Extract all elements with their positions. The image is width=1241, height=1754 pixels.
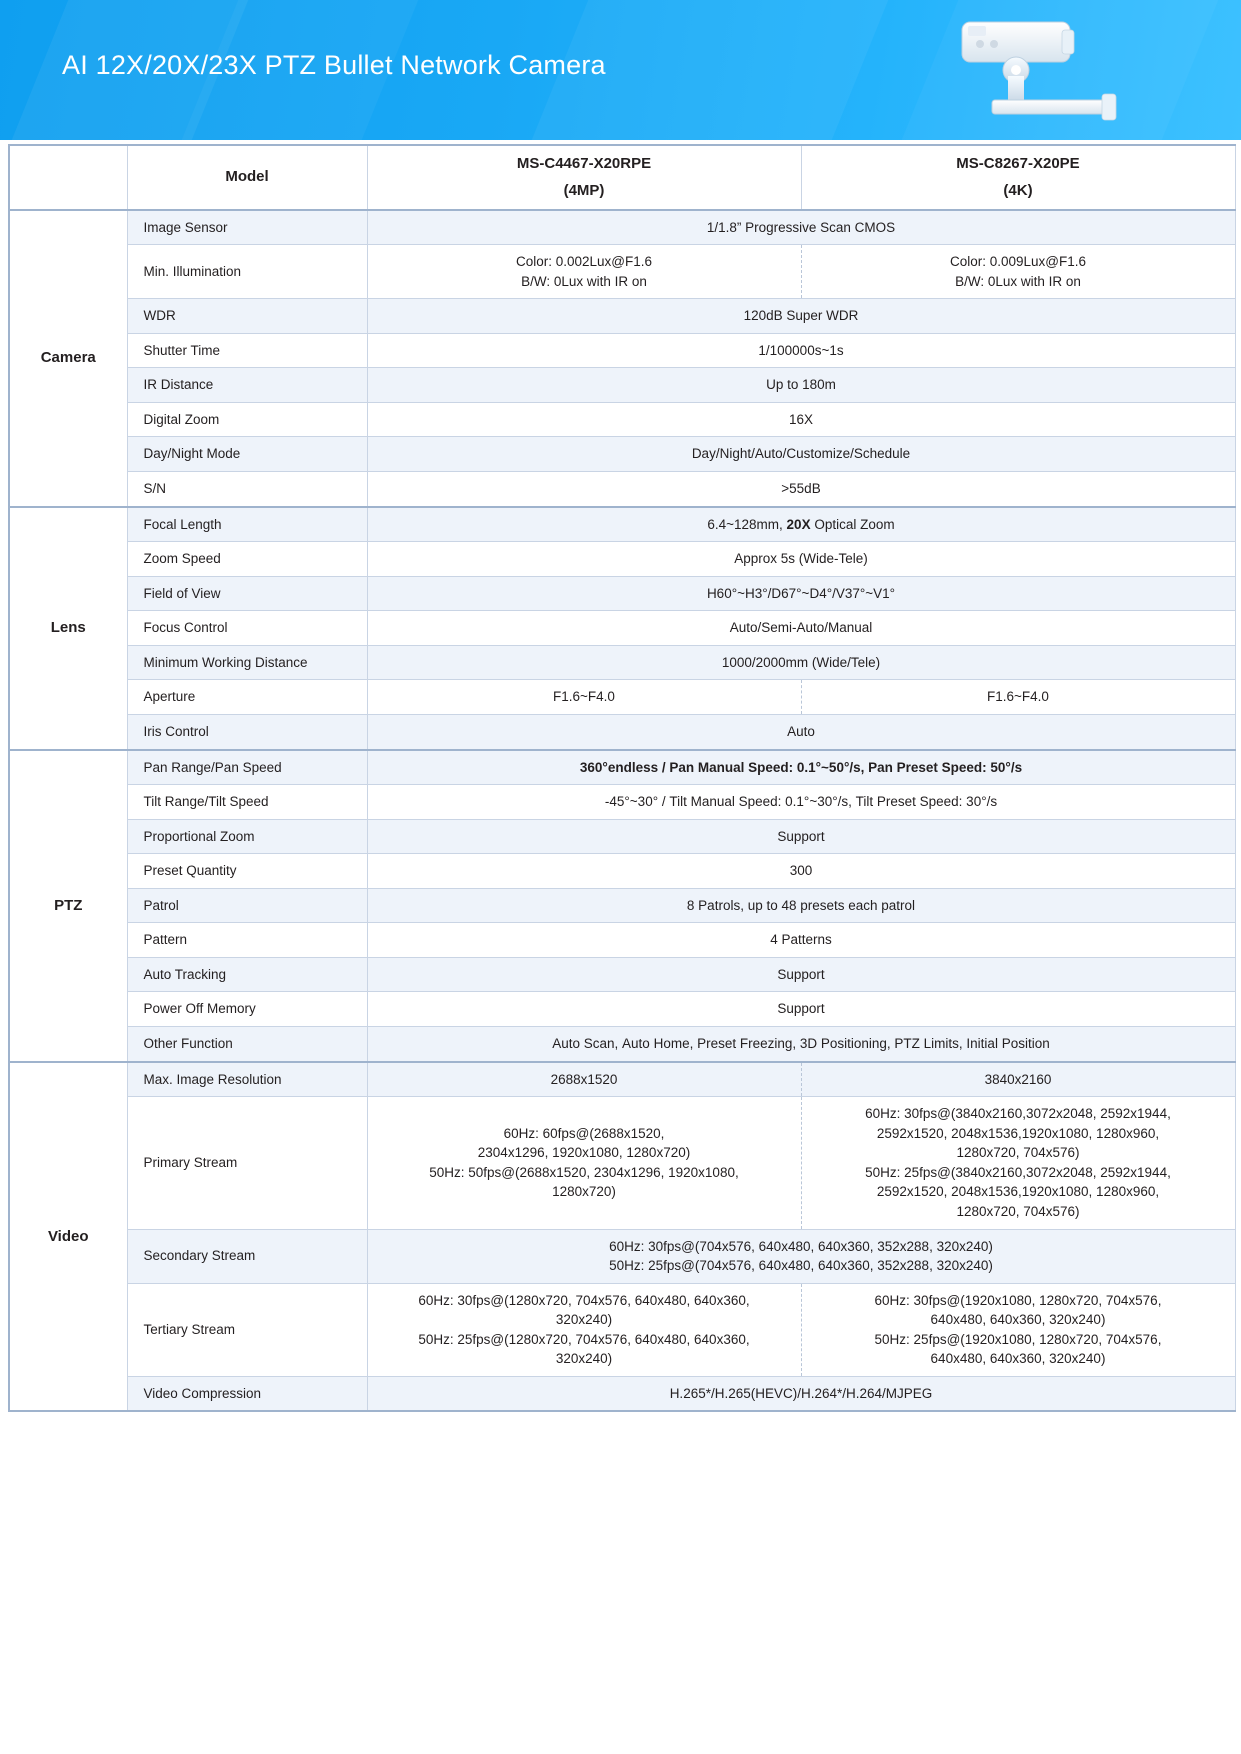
row-value-col1: F1.6~F4.0: [367, 680, 801, 715]
header-model-col2: MS-C8267-X20PE (4K): [801, 145, 1235, 210]
row-value-merged: Approx 5s (Wide-Tele): [367, 542, 1235, 577]
row-parameter-label: Digital Zoom: [127, 402, 367, 437]
row-value-merged: H.265*/H.265(HEVC)/H.264*/H.264/MJPEG: [367, 1376, 1235, 1411]
table-row: [9, 472, 1235, 507]
row-parameter-label: Secondary Stream: [127, 1229, 367, 1283]
row-parameter-label: IR Distance: [127, 368, 367, 403]
table-row: [9, 299, 1235, 334]
table-row: [9, 1376, 1235, 1411]
row-value-merged: 300: [367, 854, 1235, 889]
table-row: [9, 1062, 1235, 1097]
row-parameter-label: Image Sensor: [127, 210, 367, 245]
section-category-lens: Lens: [9, 507, 127, 750]
table-row: [9, 680, 1235, 715]
table-row: [9, 923, 1235, 958]
row-value-merged: 1/1.8” Progressive Scan CMOS: [367, 210, 1235, 245]
row-value-col2: 60Hz: 30fps@(3840x2160,3072x2048, 2592x1944, 2592x1520, 2048x1536,1920x1080, 1280x960, 1280x720, 704x576) 50Hz: 25fps@(3840x2160,3072x2048, 2592x1944, 2592x1520, 2048x1536,1920x1080, 1280x960, 1280x720, 704x576): [801, 1097, 1235, 1229]
table-row: [9, 819, 1235, 854]
table-row: [9, 785, 1235, 820]
table-row: [9, 333, 1235, 368]
row-value-merged: 120dB Super WDR: [367, 299, 1235, 334]
table-row: [9, 645, 1235, 680]
row-parameter-label: Max. Image Resolution: [127, 1062, 367, 1097]
row-parameter-label: Shutter Time: [127, 333, 367, 368]
page-title: AI 12X/20X/23X PTZ Bullet Network Camera: [62, 50, 606, 80]
row-parameter-label: Minimum Working Distance: [127, 645, 367, 680]
table-row: [9, 368, 1235, 403]
section-category-video: Video: [9, 1062, 127, 1412]
row-parameter-label: WDR: [127, 299, 367, 334]
table-row: [9, 507, 1235, 542]
row-parameter-label: S/N: [127, 472, 367, 507]
specification-table-body: [9, 145, 1235, 1411]
ptz-bullet-camera-icon: [946, 14, 1131, 132]
table-row: [9, 854, 1235, 889]
specification-table-wrapper: [0, 144, 1241, 1412]
table-header-row: [9, 145, 1235, 210]
row-value-merged: 60Hz: 30fps@(704x576, 640x480, 640x360, 352x288, 320x240) 50Hz: 25fps@(704x576, 640x480, 640x360, 352x288, 320x240): [367, 1229, 1235, 1283]
row-parameter-label: Iris Control: [127, 714, 367, 749]
row-value-merged: Auto Scan, Auto Home, Preset Freezing, 3D Positioning, PTZ Limits, Initial Position: [367, 1027, 1235, 1062]
row-value-col2: 60Hz: 30fps@(1920x1080, 1280x720, 704x576, 640x480, 640x360, 320x240) 50Hz: 25fps@(1920x1080, 1280x720, 704x576, 640x480, 640x360, 320x240): [801, 1283, 1235, 1376]
header-model-col1: MS-C4467-X20RPE (4MP): [367, 145, 801, 210]
table-row: [9, 245, 1235, 299]
row-parameter-label: Min. Illumination: [127, 245, 367, 299]
table-row: [9, 1027, 1235, 1062]
row-parameter-label: Primary Stream: [127, 1097, 367, 1229]
row-value-merged: 360°endless / Pan Manual Speed: 0.1°~50°/s, Pan Preset Speed: 50°/s: [367, 750, 1235, 785]
row-parameter-label: Auto Tracking: [127, 957, 367, 992]
table-row: [9, 888, 1235, 923]
row-parameter-label: Focus Control: [127, 611, 367, 646]
row-value-col2: F1.6~F4.0: [801, 680, 1235, 715]
row-parameter-label: Patrol: [127, 888, 367, 923]
row-value-merged: Auto: [367, 714, 1235, 749]
row-value-merged: H60°~H3°/D67°~D4°/V37°~V1°: [367, 576, 1235, 611]
row-value-merged: Support: [367, 957, 1235, 992]
row-parameter-label: Tilt Range/Tilt Speed: [127, 785, 367, 820]
row-parameter-label: Aperture: [127, 680, 367, 715]
row-parameter-label: Tertiary Stream: [127, 1283, 367, 1376]
table-row: [9, 576, 1235, 611]
header-model-label: Model: [127, 145, 367, 210]
row-value-col1: 60Hz: 30fps@(1280x720, 704x576, 640x480, 640x360, 320x240) 50Hz: 25fps@(1280x720, 704x576, 640x480, 640x360, 320x240): [367, 1283, 801, 1376]
row-value-merged: Auto/Semi-Auto/Manual: [367, 611, 1235, 646]
table-row: [9, 957, 1235, 992]
row-value-col1: Color: 0.002Lux@F1.6 B/W: 0Lux with IR on: [367, 245, 801, 299]
specification-table: [8, 144, 1236, 1412]
row-value-col1: 60Hz: 60fps@(2688x1520, 2304x1296, 1920x1080, 1280x720) 50Hz: 50fps@(2688x1520, 2304x1296, 1920x1080, 1280x720): [367, 1097, 801, 1229]
table-row: [9, 750, 1235, 785]
row-value-merged: 8 Patrols, up to 48 presets each patrol: [367, 888, 1235, 923]
row-value-col1: 2688x1520: [367, 1062, 801, 1097]
header-corner-cell: [9, 145, 127, 210]
row-value-merged: 1/100000s~1s: [367, 333, 1235, 368]
section-category-camera: Camera: [9, 210, 127, 507]
table-row: [9, 402, 1235, 437]
table-row: [9, 1229, 1235, 1283]
row-value-merged: 4 Patterns: [367, 923, 1235, 958]
row-parameter-label: Pan Range/Pan Speed: [127, 750, 367, 785]
row-parameter-label: Video Compression: [127, 1376, 367, 1411]
row-value-merged: -45°~30° / Tilt Manual Speed: 0.1°~30°/s, Tilt Preset Speed: 30°/s: [367, 785, 1235, 820]
table-row: [9, 542, 1235, 577]
row-value-col2: 3840x2160: [801, 1062, 1235, 1097]
section-category-ptz: PTZ: [9, 750, 127, 1062]
table-row: [9, 1283, 1235, 1376]
row-parameter-label: Pattern: [127, 923, 367, 958]
row-value-merged: Support: [367, 992, 1235, 1027]
row-parameter-label: Field of View: [127, 576, 367, 611]
row-value-merged: 1000/2000mm (Wide/Tele): [367, 645, 1235, 680]
row-value-merged: Up to 180m: [367, 368, 1235, 403]
row-parameter-label: Day/Night Mode: [127, 437, 367, 472]
row-parameter-label: Power Off Memory: [127, 992, 367, 1027]
row-value-merged: Day/Night/Auto/Customize/Schedule: [367, 437, 1235, 472]
row-parameter-label: Preset Quantity: [127, 854, 367, 889]
table-row: [9, 714, 1235, 749]
table-row: [9, 1097, 1235, 1229]
row-parameter-label: Proportional Zoom: [127, 819, 367, 854]
table-row: [9, 611, 1235, 646]
table-row: [9, 437, 1235, 472]
table-row: [9, 992, 1235, 1027]
row-value-merged: >55dB: [367, 472, 1235, 507]
table-row: [9, 210, 1235, 245]
row-value-merged: 16X: [367, 402, 1235, 437]
row-value-merged: 6.4~128mm, 20X Optical Zoom: [367, 507, 1235, 542]
row-value-col2: Color: 0.009Lux@F1.6 B/W: 0Lux with IR on: [801, 245, 1235, 299]
row-parameter-label: Zoom Speed: [127, 542, 367, 577]
row-value-merged: Support: [367, 819, 1235, 854]
row-parameter-label: Focal Length: [127, 507, 367, 542]
page-header-banner: [0, 0, 1241, 140]
row-parameter-label: Other Function: [127, 1027, 367, 1062]
